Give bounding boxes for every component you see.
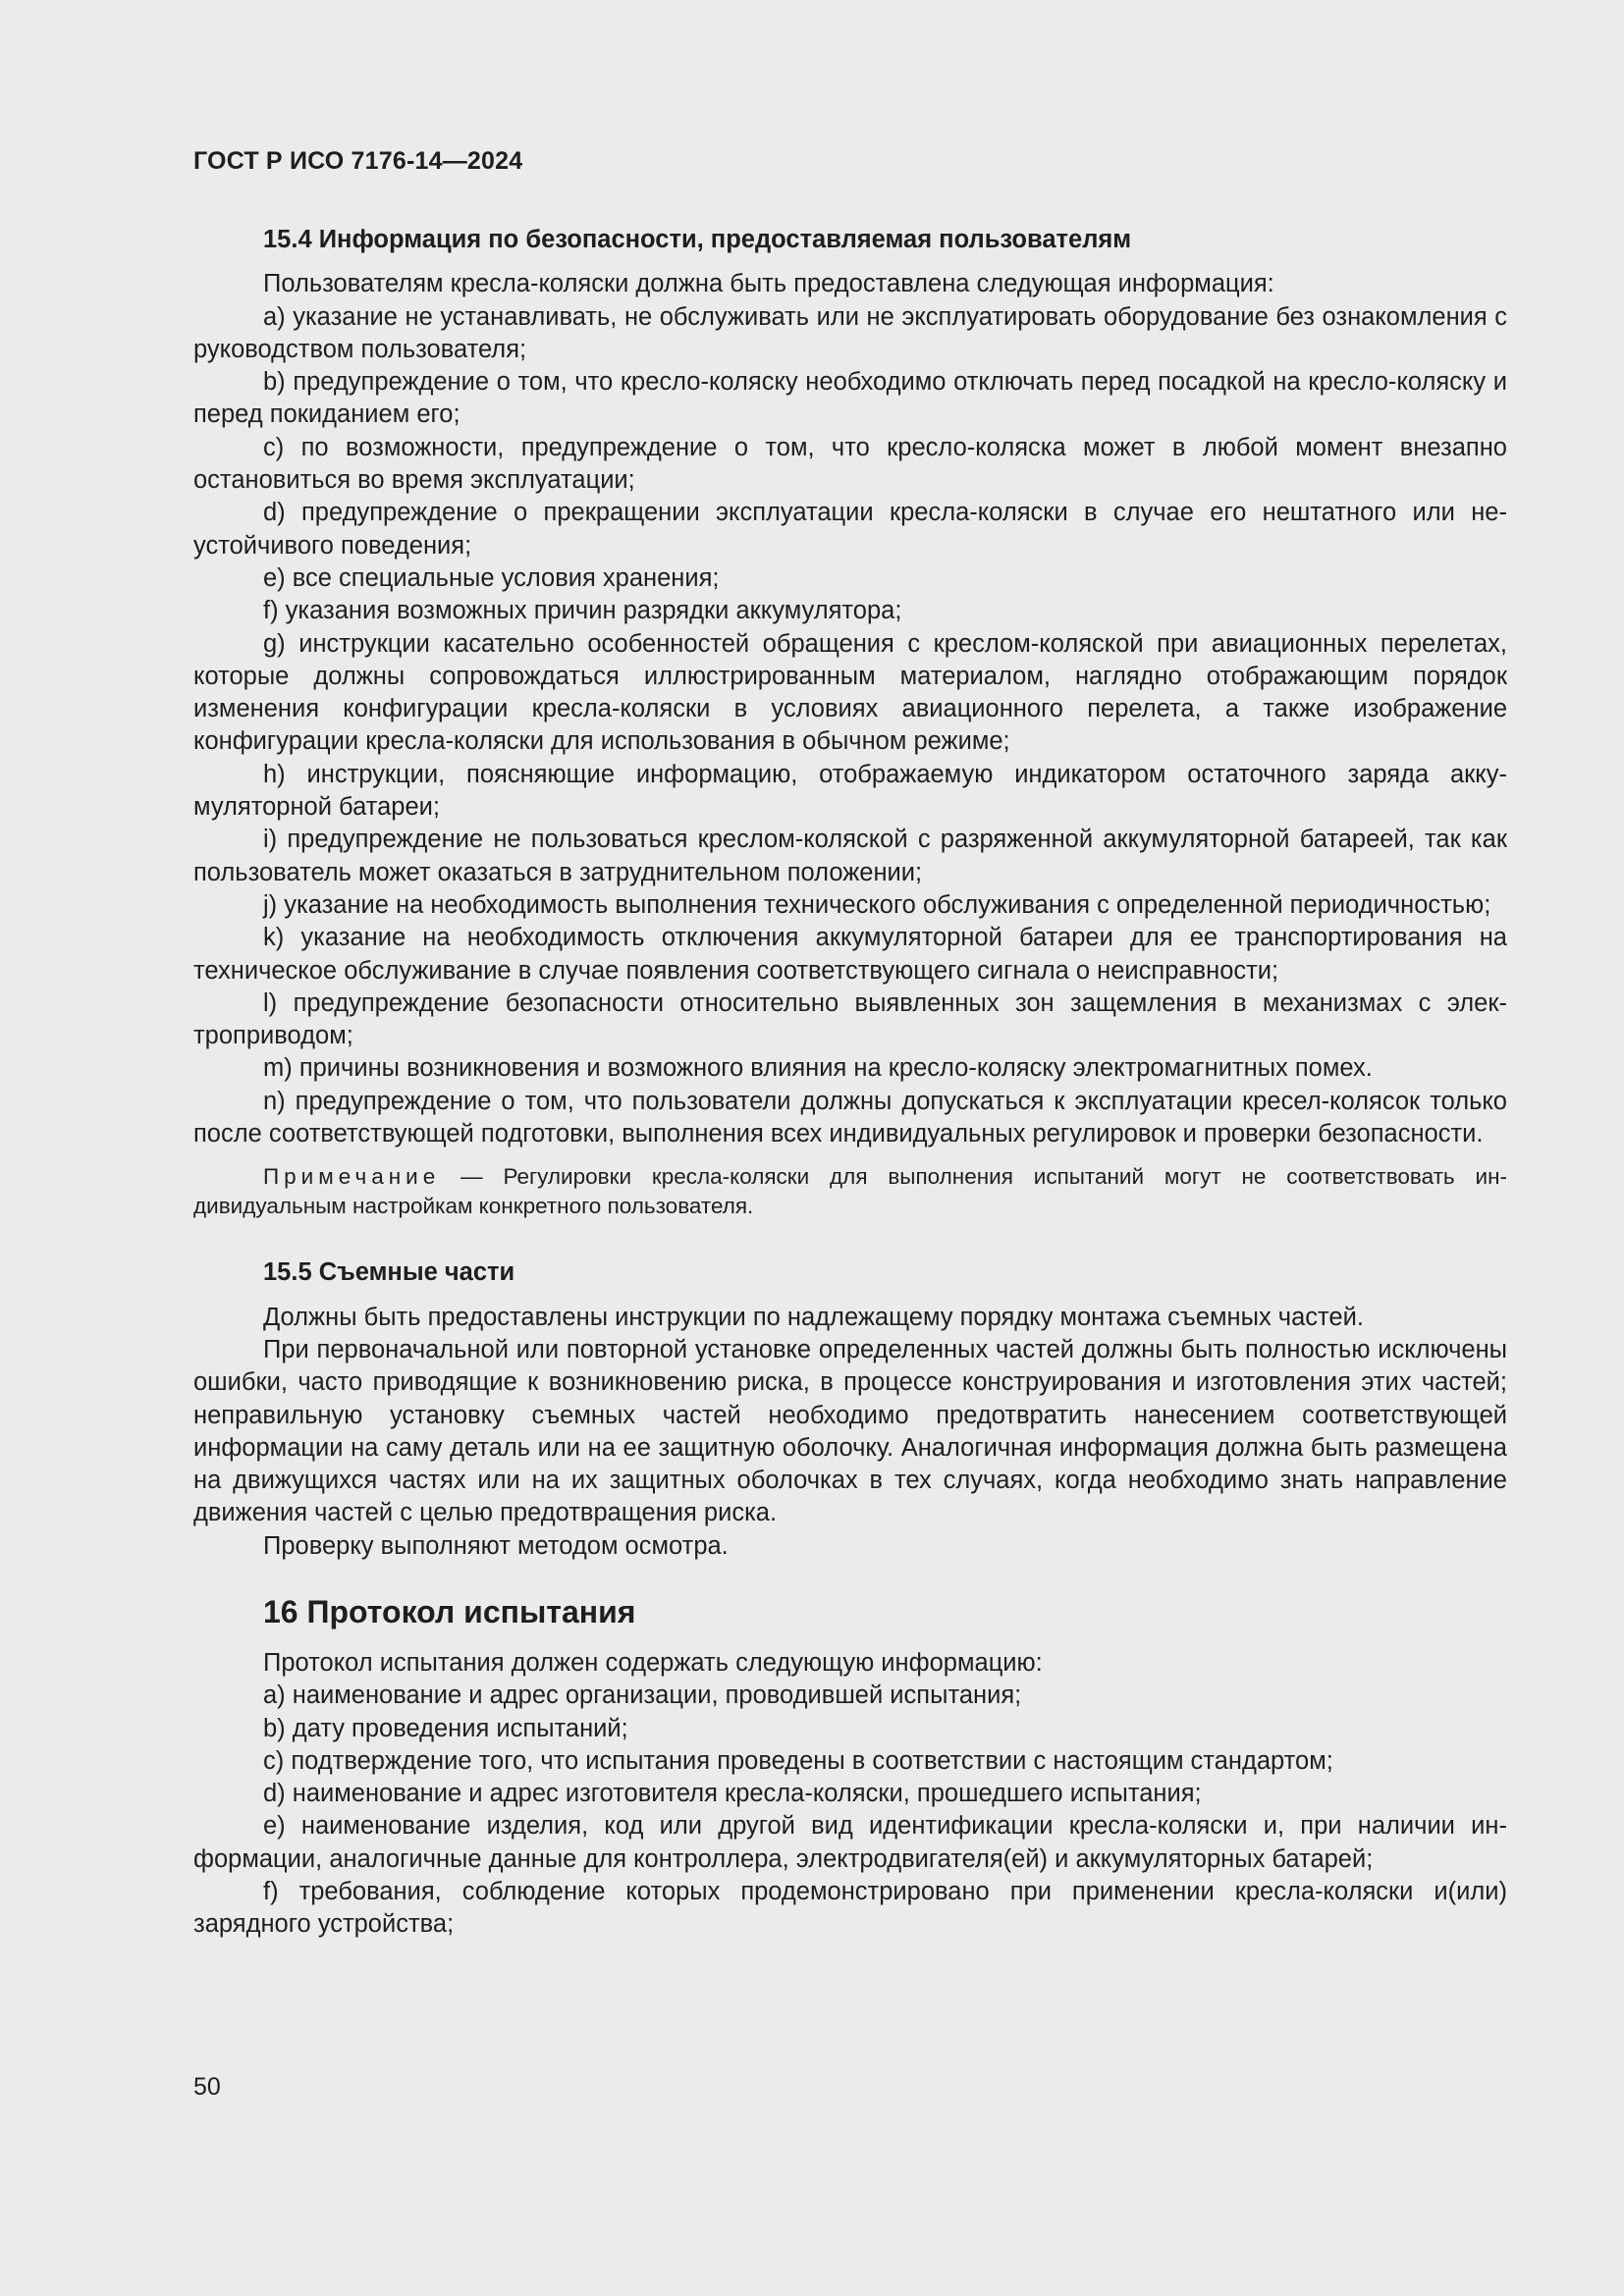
list-item: b) дату проведения испытаний; — [263, 1714, 628, 1742]
list-item: a) наименование и адрес организации, проводившей испытания; — [263, 1682, 1022, 1710]
paragraph: Проверку выполняют методом осмотра. — [263, 1531, 729, 1560]
section-15-4-title: 15.4 Информация по безопасности, предоставляемая пользователям — [263, 226, 1132, 253]
note-dash: — — [440, 1164, 504, 1190]
list-item: k) указание на необходимость отключения аккумуляторной батареи для ее транспортирования на техническое обслуживание в случае появления соответствующего сигнала о неисправности; — [193, 924, 1507, 985]
paragraph: При первоначальной или повторной установке определенных частей должны быть полностью исключены ошибки, часто приводящие к возникновению риска, в процессе конструирования и изготовления этих частей; неправильную установку съемных частей необходимо предотвратить нанесением соответствующей информации на саму деталь или на ее защитную оболочку. Аналогичная информация должна быть размещена на движущихся частях или на их защитных оболочках в тех случаях, когда необходимо знать направление движения частей с целью предотвращения риска. — [193, 1335, 1507, 1527]
document-header: ГОСТ Р ИСО 7176-14—2024 — [193, 147, 523, 175]
list-item: c) подтверждение того, что испытания проведены в соответствии с настоящим стандартом; — [263, 1746, 1333, 1775]
note-text: Регулировки кресла-коляски для выполнения испытаний могут не соответствовать индивидуальным настройкам конкретного пользователя. — [193, 1164, 1507, 1219]
list-item: f) указания возможных причин разрядки аккумулятора; — [263, 597, 902, 625]
list-item: e) все специальные условия хранения; — [263, 563, 720, 592]
list-item: f) требования, соблюдение которых продемонстрировано при применении кресла-коляски и(или) зарядного устройства; — [193, 1878, 1507, 1939]
section-15-5-title: 15.5 Съемные части — [263, 1258, 515, 1287]
list-item: i) предупреждение не пользоваться креслом-коляской с разряженной аккумуляторной батареей, так как пользователь может оказаться в затруднительном положении; — [193, 826, 1507, 886]
list-item: b) предупреждение о том, что кресло-коляску необходимо отключать перед посадкой на кресло-коляску и перед покиданием его; — [193, 368, 1507, 429]
list-item: m) причины возникновения и возможного влияния на кресло-коляску электромагнитных помех. — [263, 1054, 1373, 1083]
paragraph: Должны быть предоставлены инструкции по надлежащему порядку монтажа съемных частей. — [263, 1303, 1364, 1331]
list-item: d) наименование и адрес изготовителя кресла-коляски, прошедшего испытания; — [263, 1780, 1202, 1808]
section-16-title: 16 Протокол испытания — [263, 1593, 636, 1629]
list-item: a) указание не устанавливать, не обслуживать или не эксплуатировать оборудование без ознакомления с руководством пользователя; — [193, 302, 1507, 363]
list-item: e) наименование изделия, код или другой вид идентификации кресла-коляски и, при наличии информации, аналогичные данные для контроллера, электродвигателя(ей) и аккумуляторных батарей; — [193, 1812, 1507, 1873]
list-item: n) предупреждение о том, что пользователи должны допускаться к эксплуатации кресел-колясок только после соответствующей подготовки, выполнения всех индивидуальных регулировок и проверки безопасности. — [193, 1087, 1507, 1148]
section-15-4-intro: Пользователям кресла-коляски должна быть предоставлена следующая информация: — [263, 270, 1274, 298]
section-16-intro: Протокол испытания должен содержать следующую информацию: — [263, 1648, 1043, 1677]
document-body — [193, 224, 1507, 1942]
list-item: g) инструкции касательно особенностей обращения с креслом-коляской при авиационных перелетах, которые должны сопровождаться иллюстрированным материалом, наглядно отображающим порядок изменения конфигурации кресла-коляски в условиях авиационного перелета, а также изображение конфигурации кресла-коляски для использования в обычном режиме; — [193, 629, 1507, 756]
note — [193, 1162, 1507, 1221]
note-label: Примечание — [263, 1164, 441, 1190]
list-item: h) инструкции, поясняющие информацию, отображаемую индикатором остаточного заряда аккумуляторной батареи; — [193, 760, 1507, 822]
list-item: d) предупреждение о прекращении эксплуатации кресла-коляски в случае его нештатного или неустойчивого поведения; — [193, 499, 1507, 560]
spacer — [193, 1221, 1507, 1256]
list-item: l) предупреждение безопасности относительно выявленных зон защемления в механизмах с электроприводом; — [193, 988, 1507, 1050]
page-number: 50 — [193, 2073, 221, 2101]
list-item: j) указание на необходимость выполнения технического обслуживания с определенной периодичностью; — [263, 890, 1491, 919]
list-item: c) по возможности, предупреждение о том, что кресло-коляска может в любой момент внезапно остановиться во время эксплуатации; — [193, 433, 1507, 495]
